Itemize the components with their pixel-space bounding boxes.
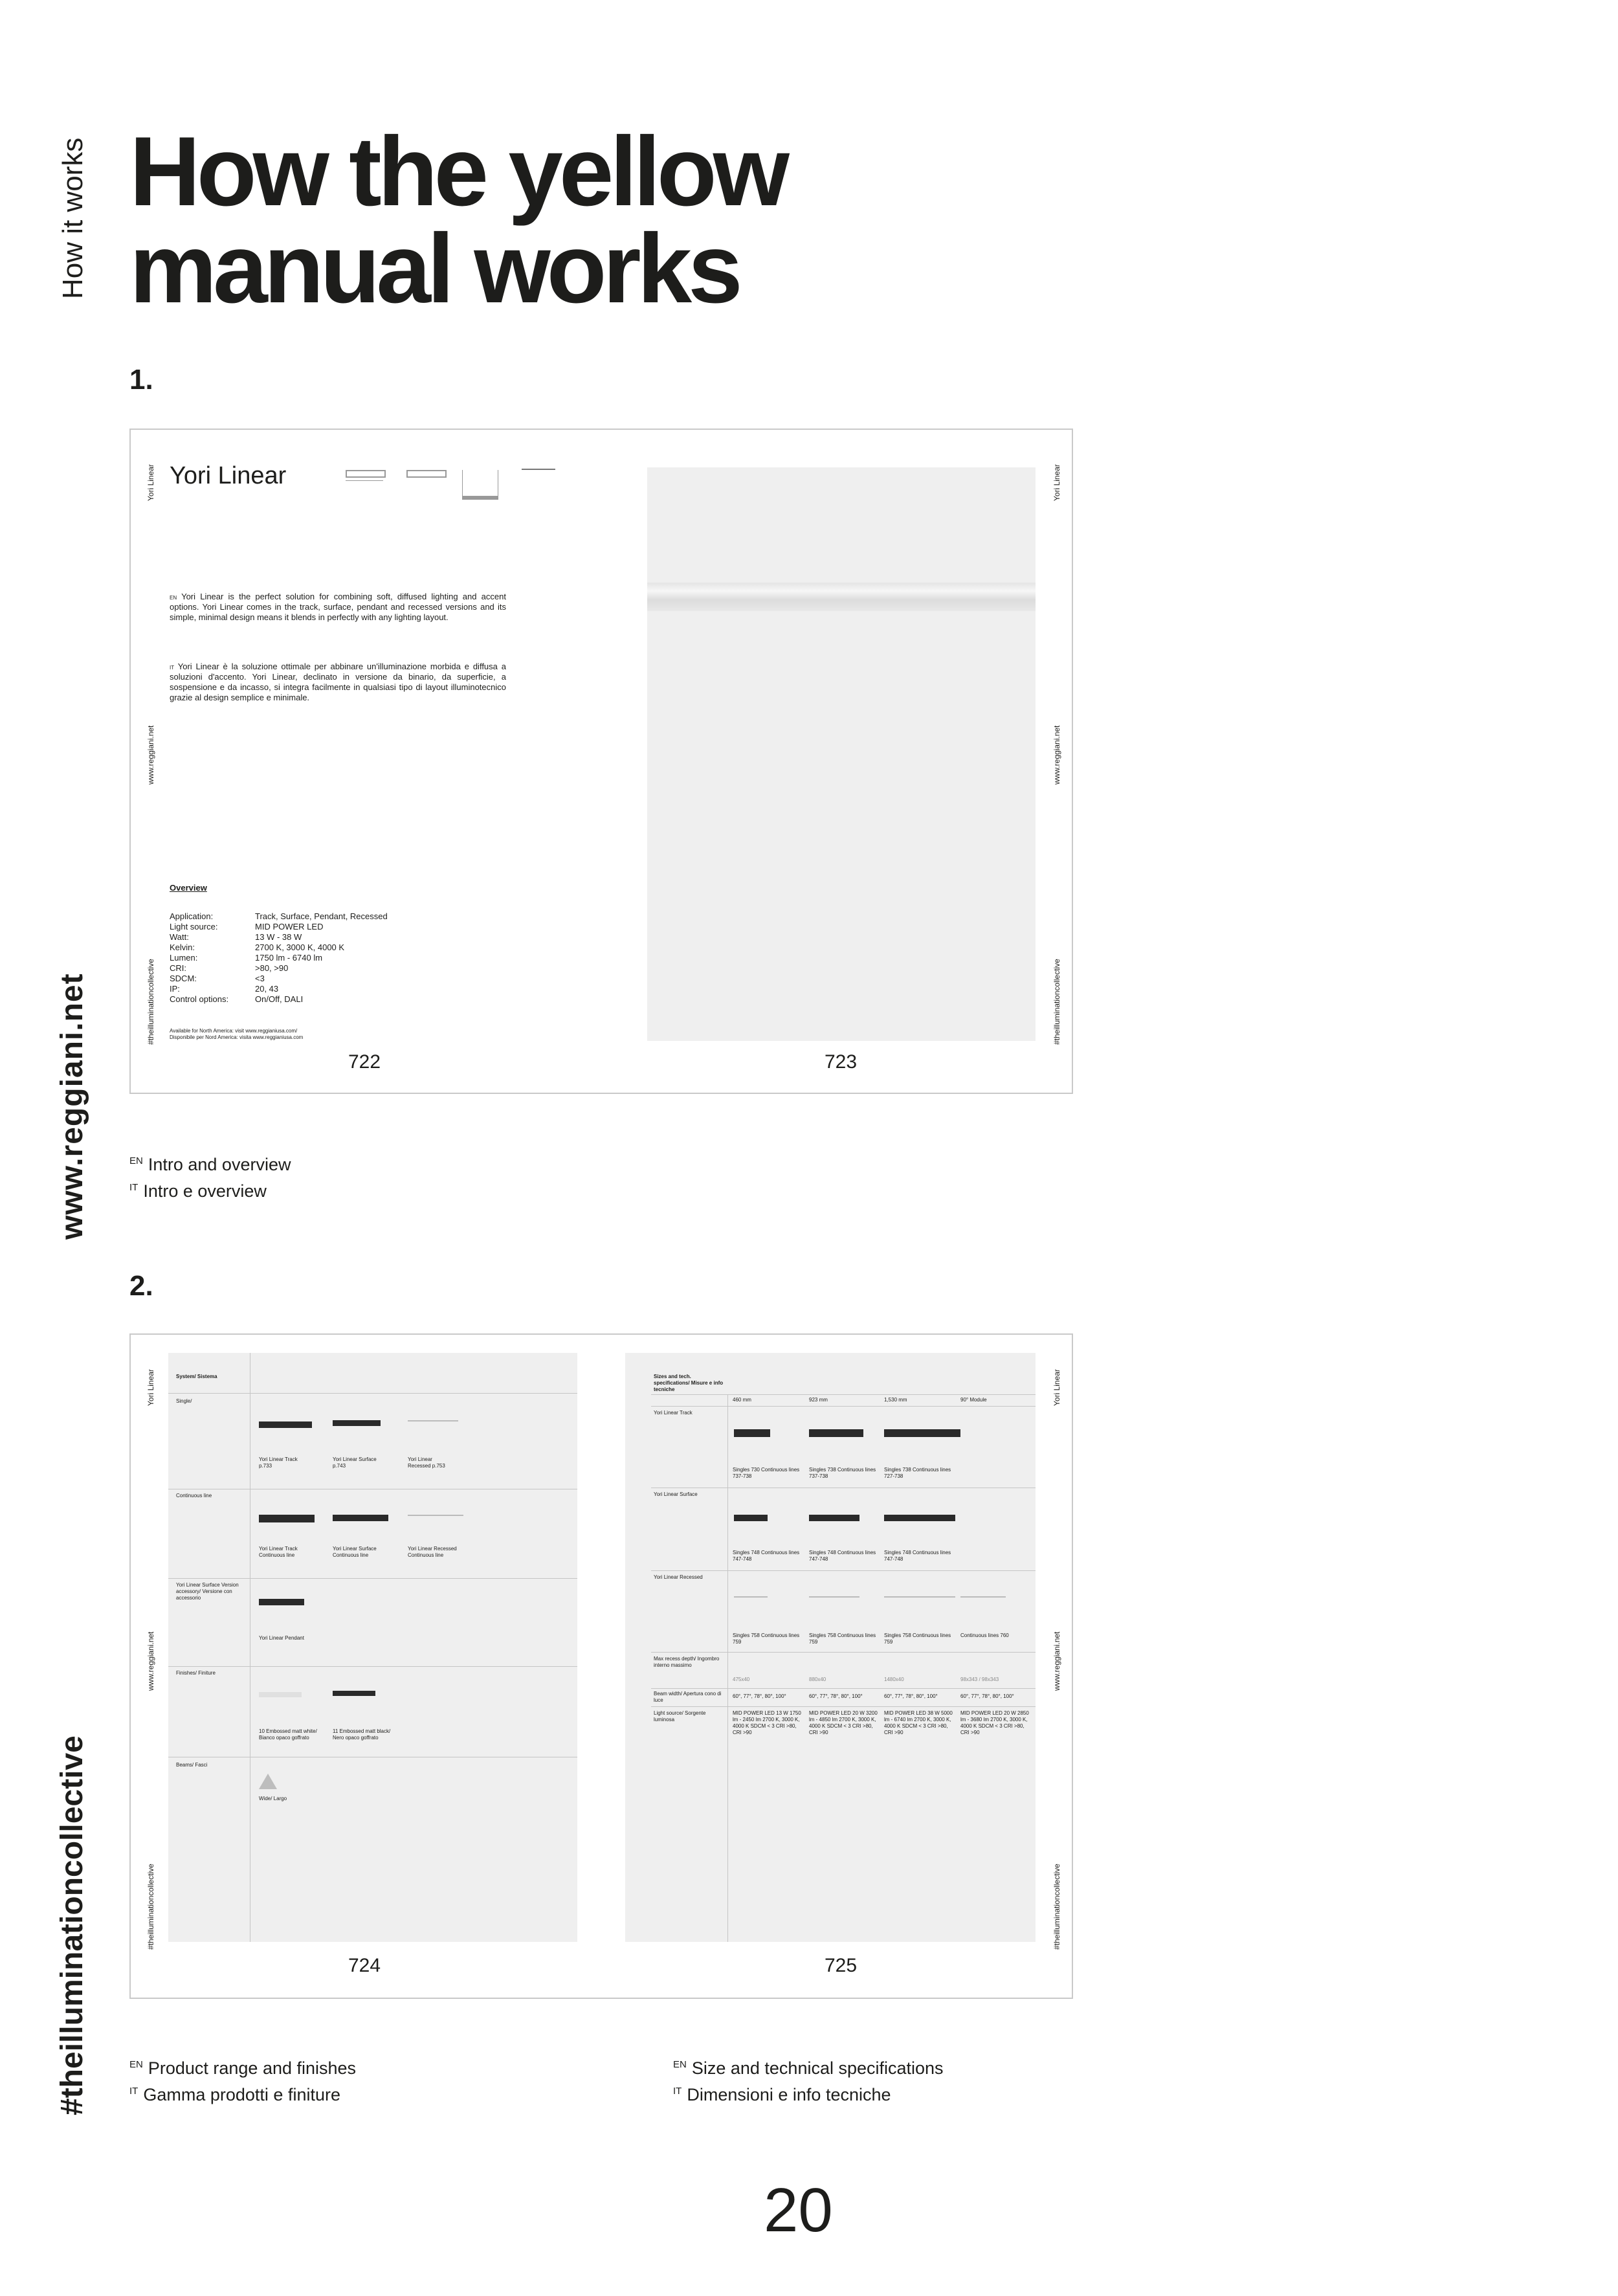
page-title <box>129 117 786 324</box>
intro-en-body: Yori Linear is the perfect solution for combining soft, diffused lighting and accent options. Yori Linear comes in the track, surface, pendant and recessed versions and its simple, minimal design means it blends in perfectly with any lighting layout. <box>170 592 506 622</box>
page-number-722: 722 <box>348 1051 381 1073</box>
recessed-460-icon <box>734 1596 768 1598</box>
page-number-723: 723 <box>825 1051 858 1073</box>
row-continuous-item-3: Yori Linear Recessed Continuous line <box>408 1546 457 1558</box>
black-finish-swatch <box>333 1691 375 1696</box>
page-number-725: 725 <box>825 1955 858 1976</box>
table-divider <box>651 1570 1036 1571</box>
table-divider <box>651 1406 1036 1407</box>
spec-value: MID POWER LED <box>255 922 324 931</box>
row-recessed-item-3: Singles 758 Continuous lines 759 <box>884 1633 951 1645</box>
intro-en-text <box>170 592 506 623</box>
spec-key: CRI: <box>170 963 186 973</box>
product-heading: Yori Linear <box>170 462 287 489</box>
row-continuous-item-1: Yori Linear Track Continuous line <box>259 1546 298 1558</box>
row-beam-label: Beam width/ Apertura cono di luce <box>654 1691 722 1703</box>
step-1-spread <box>129 429 1073 1094</box>
caption-right-it <box>673 2080 944 2106</box>
title-line-2: manual works <box>129 214 739 324</box>
row-depth-item-3: 1480x40 <box>884 1677 904 1682</box>
row-single-item-3: Yori Linear Recessed p.753 <box>408 1456 445 1469</box>
surface-460-icon <box>734 1515 768 1521</box>
title-line-1: How the yellow <box>129 117 786 227</box>
track-outline-icon <box>346 470 386 478</box>
table-divider <box>651 1652 1036 1653</box>
row-accessory-item-1: Yori Linear Pendant <box>259 1635 304 1641</box>
spec-key: IP: <box>170 984 180 994</box>
caption-right-en <box>673 2053 944 2080</box>
col-923: 923 mm <box>809 1397 828 1403</box>
caption-en <box>129 1150 291 1176</box>
left-page-vlabel-mid: www.reggiani.net <box>146 725 155 785</box>
spec-row <box>170 974 428 984</box>
table-divider <box>168 1666 577 1667</box>
row-finishes-label: Finishes/ Finiture <box>176 1670 216 1676</box>
caption-left-en-text: Product range and finishes <box>148 2058 357 2078</box>
step-1-number: 1. <box>129 364 153 396</box>
row-source-label: Light source/ Sorgente luminosa <box>654 1710 706 1722</box>
intro-it-body: Yori Linear è la soluzione ottimale per abbinare un'illuminazione morbida e diffusa a soluzioni d'accento. Yori Linear, declinato in versione da binario, da superficie, a sospensione e da incasso, si integra facilmente in qualsiasi tipo di layout illuminotecnico grazie al design semplice e minimale. <box>170 662 506 702</box>
side-section-label: How it works <box>57 137 89 299</box>
step-2-caption-right <box>673 2053 944 2106</box>
row-depth-item-4: 98x343 / 98x343 <box>960 1677 999 1682</box>
system-header: System/ Sistema <box>176 1374 217 1379</box>
spec-value: >80, >90 <box>255 963 289 973</box>
wide-beam-icon <box>259 1774 277 1789</box>
left-page-vlabel-top: Yori Linear <box>146 464 155 501</box>
caption-en-tag: EN <box>129 1155 143 1166</box>
right-page-vlabel-mid: www.reggiani.net <box>1052 725 1061 785</box>
overview-spec-list <box>170 911 428 1005</box>
track-outline-base-icon <box>346 480 383 481</box>
spec-row <box>170 994 428 1005</box>
row-source-item-4: MID POWER LED 20 W 2850 lm - 3680 lm 2700 K, 3000 K, 4000 K SDCM < 3 CRI >80, CRI >90 <box>960 1710 1029 1735</box>
spec-key: Kelvin: <box>170 942 195 952</box>
row-single-item-2: Yori Linear Surface p.743 <box>333 1456 377 1469</box>
step-2-number: 2. <box>129 1270 153 1302</box>
table-divider <box>651 1394 1036 1395</box>
linear-luminaire-image <box>647 583 1036 611</box>
row-depth-item-2: 880x40 <box>809 1677 826 1682</box>
caption-it-tag: IT <box>129 1182 139 1193</box>
row-track-label: Yori Linear Track <box>654 1410 693 1416</box>
row-source-item-1: MID POWER LED 13 W 1750 lm - 2450 lm 2700 K, 3000 K, 4000 K SDCM < 3 CRI >80, CRI >90 <box>733 1710 801 1735</box>
spec-value: <3 <box>255 974 265 983</box>
pendant-bar-icon <box>259 1599 304 1605</box>
p724-vlabel-mid: www.reggiani.net <box>146 1631 155 1691</box>
step-2-caption-left <box>129 2053 356 2106</box>
row-track-item-1: Singles 730 Continuous lines 737-738 <box>733 1467 800 1479</box>
table-divider <box>168 1578 577 1579</box>
intro-en-tag: EN <box>170 595 177 601</box>
product-photo-area <box>647 467 1036 1041</box>
track-1530-icon <box>884 1429 960 1437</box>
step-2-spread <box>129 1333 1073 1999</box>
white-finish-swatch <box>259 1692 302 1697</box>
row-surface-item-3: Singles 748 Continuous lines 747-748 <box>884 1550 951 1562</box>
side-hashtag-label: #theilluminationcollective <box>55 1735 89 2115</box>
spec-row <box>170 963 428 974</box>
caption-it <box>129 1176 291 1203</box>
caption-left-it-tag: IT <box>129 2086 139 2097</box>
overview-title: Overview <box>170 883 207 893</box>
left-page-vlabel-bottom: #theilluminationcollective <box>146 959 155 1045</box>
caption-right-it-tag: IT <box>673 2086 682 2097</box>
table-divider <box>168 1393 577 1394</box>
recessed-outline-icon <box>522 469 555 470</box>
recessed-90-module-icon <box>960 1596 1006 1598</box>
surface-outline-icon <box>406 470 447 478</box>
row-beam-item-3: 60°, 77°, 78°, 80°, 100° <box>884 1693 938 1699</box>
p724-vlabel-bottom: #theilluminationcollective <box>146 1864 155 1950</box>
row-recessed-item-4: Continuous lines 760 <box>960 1633 1009 1638</box>
side-website-label: www.reggiani.net <box>55 973 89 1240</box>
intro-it-tag: IT <box>170 665 175 671</box>
spec-value: 1750 lm - 6740 lm <box>255 953 323 963</box>
row-surface-item-2: Singles 748 Continuous lines 747-748 <box>809 1550 876 1562</box>
spec-value: Track, Surface, Pendant, Recessed <box>255 911 388 921</box>
row-beam-item-4: 60°, 77°, 78°, 80°, 100° <box>960 1693 1014 1699</box>
row-finishes-item-1: 10 Embossed matt white/ Bianco opaco goffrato <box>259 1728 317 1741</box>
spec-value: On/Off, DALI <box>255 994 304 1004</box>
col-460: 460 mm <box>733 1397 751 1403</box>
spec-value: 20, 43 <box>255 984 279 994</box>
right-page-vlabel-top: Yori Linear <box>1052 464 1061 501</box>
row-track-item-3: Singles 738 Continuous lines 727-738 <box>884 1467 951 1479</box>
row-recessed-label: Yori Linear Recessed <box>654 1574 703 1580</box>
footnote-it: Disponibile per Nord America: visita www.reggianiusa.com <box>170 1034 304 1040</box>
row-accessory-label: Yori Linear Surface Version accessory/ Versione con accessorio <box>176 1582 239 1601</box>
track-bar-icon <box>259 1421 312 1428</box>
page-number: 20 <box>764 2176 833 2245</box>
row-source-item-3: MID POWER LED 38 W 5000 lm - 6740 lm 2700 K, 3000 K, 4000 K SDCM < 3 CRI >80, CRI >90 <box>884 1710 953 1735</box>
sizes-header: Sizes and tech. specifications/ Misure e info tecniche <box>654 1374 724 1392</box>
caption-left-it <box>129 2080 356 2106</box>
surface-bar-icon <box>333 1420 381 1426</box>
track-continuous-bar-icon <box>259 1515 315 1522</box>
table-divider <box>651 1688 1036 1689</box>
spec-key: SDCM: <box>170 974 197 983</box>
track-923-icon <box>809 1429 863 1437</box>
spec-row <box>170 984 428 994</box>
page-number-724: 724 <box>348 1955 381 1976</box>
row-beam-item-2: 60°, 77°, 78°, 80°, 100° <box>809 1693 863 1699</box>
row-beams-label: Beams/ Fasci <box>176 1762 208 1768</box>
row-single-item-1: Yori Linear Track p.733 <box>259 1456 298 1469</box>
recessed-line-icon <box>408 1420 458 1421</box>
row-continuous-label: Continuous line <box>176 1493 212 1499</box>
row-recessed-item-2: Singles 758 Continuous lines 759 <box>809 1633 876 1645</box>
p725-vlabel-top: Yori Linear <box>1052 1369 1061 1406</box>
caption-en-text: Intro and overview <box>148 1155 291 1174</box>
row-continuous-item-2: Yori Linear Surface Continuous line <box>333 1546 377 1558</box>
caption-left-it-text: Gamma prodotti e finiture <box>143 2085 340 2104</box>
caption-right-en-text: Size and technical specifications <box>691 2058 944 2078</box>
p725-vlabel-bottom: #theilluminationcollective <box>1052 1864 1061 1950</box>
row-beams-item-1: Wide/ Largo <box>259 1796 287 1801</box>
row-surface-label: Yori Linear Surface <box>654 1491 698 1497</box>
caption-right-en-tag: EN <box>673 2059 687 2070</box>
intro-it-text <box>170 662 506 703</box>
caption-left-en <box>129 2053 356 2080</box>
row-recessed-item-1: Singles 758 Continuous lines 759 <box>733 1633 800 1645</box>
col-1530: 1,530 mm <box>884 1397 907 1403</box>
row-finishes-item-2: 11 Embossed matt black/ Nero opaco goffrato <box>333 1728 391 1741</box>
spec-value: 2700 K, 3000 K, 4000 K <box>255 942 345 952</box>
surface-1530-icon <box>884 1515 955 1521</box>
spec-row <box>170 942 428 953</box>
col-90-module: 90° Module <box>960 1397 987 1403</box>
table-divider <box>651 1706 1036 1707</box>
row-surface-item-1: Singles 748 Continuous lines 747-748 <box>733 1550 800 1562</box>
row-track-item-2: Singles 738 Continuous lines 737-738 <box>809 1467 876 1479</box>
surface-continuous-bar-icon <box>333 1515 388 1521</box>
sizes-specs-table <box>625 1353 1036 1942</box>
track-460-icon <box>734 1429 770 1437</box>
spec-row <box>170 911 428 922</box>
recessed-1530-icon <box>884 1596 955 1598</box>
row-depth-label: Max recess depth/ Ingombro interno massimo <box>654 1656 720 1668</box>
pendant-outline-icon <box>462 470 498 500</box>
spec-row <box>170 932 428 942</box>
right-page-vlabel-bottom: #theilluminationcollective <box>1052 959 1061 1045</box>
caption-it-text: Intro e overview <box>143 1181 267 1201</box>
row-single-label: Single/ <box>176 1398 192 1404</box>
spec-value: 13 W - 38 W <box>255 932 302 942</box>
caption-right-it-text: Dimensioni e info tecniche <box>687 2085 891 2104</box>
caption-left-en-tag: EN <box>129 2059 143 2070</box>
recessed-continuous-line-icon <box>408 1515 463 1516</box>
step-1-caption <box>129 1150 291 1203</box>
row-source-item-2: MID POWER LED 20 W 3200 lm - 4850 lm 2700 K, 3000 K, 4000 K SDCM < 3 CRI >80, CRI >90 <box>809 1710 878 1735</box>
spec-key: Control options: <box>170 994 229 1004</box>
p725-vlabel-mid: www.reggiani.net <box>1052 1631 1061 1691</box>
row-depth-item-1: 475x40 <box>733 1677 750 1682</box>
spec-key: Watt: <box>170 932 189 942</box>
spec-row <box>170 953 428 963</box>
row-beam-item-1: 60°, 77°, 78°, 80°, 100° <box>733 1693 786 1699</box>
spec-row <box>170 922 428 932</box>
p724-vlabel-top: Yori Linear <box>146 1369 155 1406</box>
table-column-divider <box>727 1394 728 1942</box>
footnote-en: Available for North America: visit www.reggianiusa.com/ <box>170 1028 298 1034</box>
product-range-table <box>168 1353 577 1942</box>
spec-key: Light source: <box>170 922 218 931</box>
surface-923-icon <box>809 1515 859 1521</box>
spec-key: Lumen: <box>170 953 198 963</box>
recessed-923-icon <box>809 1596 859 1598</box>
spec-key: Application: <box>170 911 214 921</box>
